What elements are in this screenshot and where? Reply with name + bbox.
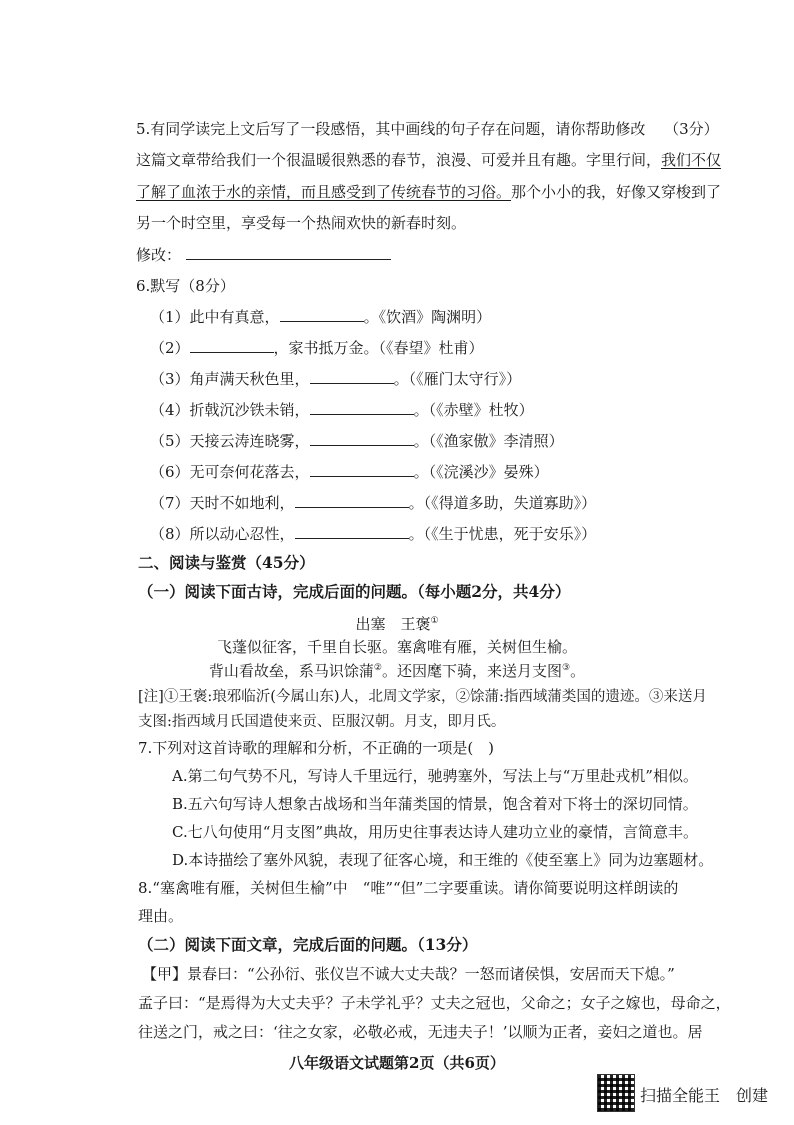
q5-score: （3分） [664, 120, 719, 138]
q6-item-6 [150, 462, 549, 482]
q5-para-line3: 另一个时空里，享受每一个热闹欢快的新春时刻。 [136, 214, 467, 232]
q6-item-source: 。（《浣溪沙》晏殊） [413, 463, 549, 481]
page-footer: 八年级语文试题第2页（共6页） [289, 1054, 505, 1072]
poem-text: 。还因麾下骑，来送月支图 [381, 662, 562, 680]
q6-item-7 [150, 493, 596, 513]
q7-option-a[interactable]: A.第二句气势不凡，写诗人千里远行，驰骋塞外，写法上与“万里赴戎机”相似。 [172, 767, 698, 785]
q6-item-number: （8） [150, 525, 190, 543]
scanner-watermark: 扫描全能王 创建 [640, 1086, 769, 1105]
q6-item-text: 角声满天秋色里， [189, 370, 310, 388]
q8-prompt-line1: 8.“塞禽唯有雁，关树但生榆”中 “唯”“但”二字要重读。请你简要说明这样朗读的 [138, 879, 679, 897]
q6-item-source: 。（《雁门太守行》） [393, 370, 522, 388]
q5-para-text: 那个小小的我，好像又穿梭到了 [511, 183, 722, 201]
q8-prompt-line2: 理由。 [138, 907, 184, 925]
q6-item-source: 。（《得道多助，失道寡助》） [408, 494, 597, 512]
q5-para-line2 [136, 182, 721, 202]
q5-revise-label: 修改： [136, 246, 182, 264]
q5-prompt [136, 119, 719, 139]
q6-item-5 [150, 431, 564, 451]
q6-item-number: （3） [150, 370, 190, 388]
q6-item-number: （5） [150, 432, 190, 450]
q7-option-d[interactable]: D.本诗描绘了塞外风貌，表现了征客心境，和王维的《使至塞上》同为边塞题材。 [172, 851, 714, 869]
q6-title: 6.默写（8分） [136, 277, 235, 295]
q6-item-number: （2） [150, 339, 190, 357]
q6-blank[interactable] [190, 338, 274, 353]
q6-blank[interactable] [310, 400, 414, 415]
q6-item-number: （6） [150, 463, 190, 481]
q5-para-text: 这篇文章带给我们一个很温暖很熟悉的春节，浪漫、可爱并且有趣。字里行间， [136, 151, 662, 169]
section2-title: 二、阅读与鉴赏（45分） [138, 553, 315, 572]
q5-revise [136, 245, 391, 265]
q6-item-source: 。《饮酒》陶渊明） [363, 308, 492, 326]
poem-line-1: 飞蓬似征客，千里自长驱。塞禽唯有雁，关树但生榆。 [216, 638, 577, 656]
q6-blank[interactable] [295, 493, 409, 508]
q6-item-8 [150, 524, 596, 544]
q6-item-text: 所以动心忍性， [189, 525, 295, 543]
q5-underlined-sentence: 了解了血浓于水的亲情，而且感受到了传统春节的习俗。 [136, 183, 512, 201]
q5-underlined-sentence: 我们不仅 [661, 151, 722, 169]
text-jia-line3: 往送之门，戒之曰：‘往之女家，必敬必戒，无违夫子！’以顺为正者，妾妇之道也。居 [138, 1023, 703, 1041]
q6-blank[interactable] [280, 307, 364, 322]
qr-code-icon [597, 1074, 635, 1112]
poem-title-text: 出塞 王褒 [355, 615, 431, 633]
q6-item-number: （1） [150, 308, 190, 326]
q6-item-source: ，家书抵万金。（《春望》杜甫） [273, 339, 484, 357]
q5-revise-blank[interactable] [186, 245, 391, 260]
q7-prompt: 7.下列对这首诗歌的理解和分析，不正确的一项是( ) [138, 739, 495, 757]
q5-para-line1 [136, 150, 721, 170]
q6-item-source: 。（《生于忧患，死于安乐》） [408, 525, 597, 543]
q7-option-c[interactable]: C.七八句使用“月支图”典故，用历史往事表达诗人建功立业的豪情，言简意丰。 [172, 823, 699, 841]
q6-blank[interactable] [310, 431, 414, 446]
q6-blank[interactable] [310, 369, 394, 384]
poem-line-2: 背山看故垒，系马识馀蒲②。还因麾下骑，来送月支图③。 [208, 662, 586, 680]
poem-title: 出塞 王褒① [355, 615, 439, 633]
q6-item-source: 。（《渔家傲》李清照） [413, 432, 564, 450]
section2-part2-heading: （二）阅读下面文章，完成后面的问题。（13分） [138, 935, 478, 954]
poem-text: 。 [570, 662, 586, 680]
q7-option-b[interactable]: B.五六句写诗人想象古战场和当年蒲类国的情景，饱含着对下将士的深切同情。 [172, 795, 698, 813]
q6-item-text: 天时不如地利， [189, 494, 295, 512]
q6-item-number: （7） [150, 494, 190, 512]
text-jia-line2: 孟子曰：“是焉得为大丈夫乎？子未学礼乎？丈夫之冠也，父命之；女子之嫁也，母命之， [138, 994, 731, 1012]
q6-item-text: 天接云涛连晓雾， [189, 432, 310, 450]
poem-text: 背山看故垒，系马识馀蒲 [208, 662, 374, 680]
q6-item-text: 无可奈何花落去， [189, 463, 310, 481]
poem-note-line1: [注]①王褒:琅邪临沂(今属山东)人，北周文学家，②馀蒲:指西域蒲类国的遗迹。③来送月 [138, 689, 707, 705]
q6-item-text: 折戟沉沙铁未销， [189, 401, 310, 419]
q6-item-1 [150, 307, 491, 327]
poem-note-line2: 支图:指西域月氏国遣使来贡、臣服汉朝。月支，即月氏。 [138, 714, 506, 730]
q5-prompt-text: 5.有同学读完上文后写了一段感悟，其中画线的句子存在问题，请你帮助修改 [136, 120, 646, 138]
q6-item-source: 。（《赤壁》杜牧） [413, 401, 534, 419]
q6-item-3 [150, 369, 521, 389]
section2-part1-heading: （一）阅读下面古诗，完成后面的问题。（每小题2分，共4分） [138, 582, 571, 601]
q6-blank[interactable] [310, 462, 414, 477]
text-jia-line1: 【甲】景春曰：“公孙衍、张仪岂不诚大丈夫哉？一怒而诸侯惧，安居而天下熄。” [142, 965, 675, 983]
q6-blank[interactable] [295, 524, 409, 539]
q6-item-text: 此中有真意， [189, 308, 280, 326]
q6-item-4 [150, 400, 534, 420]
q6-item-2 [150, 338, 484, 358]
q6-item-number: （4） [150, 401, 190, 419]
